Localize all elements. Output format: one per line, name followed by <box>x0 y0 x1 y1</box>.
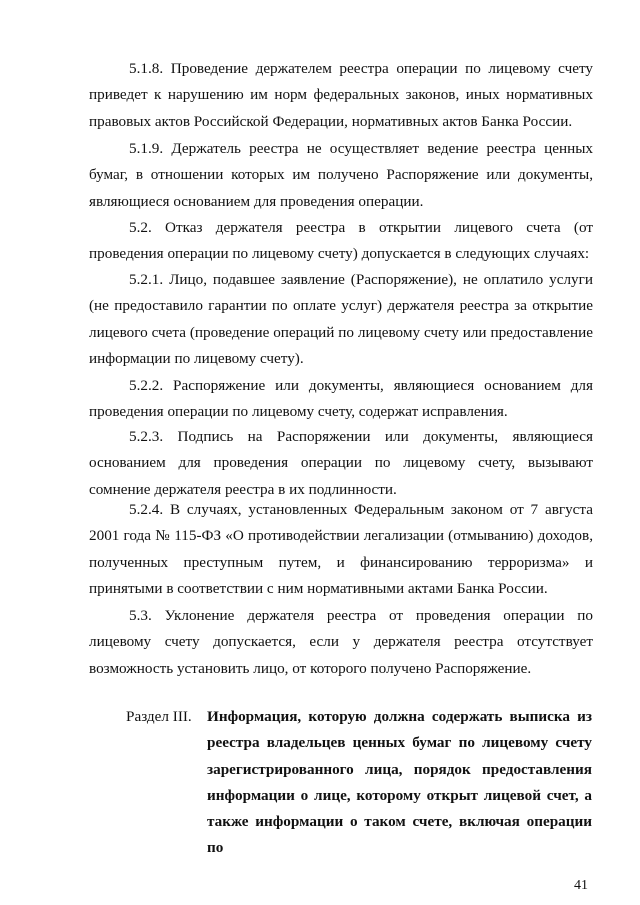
paragraph-5-2-1: 5.2.1. Лицо, подавшее заявление (Распоряжение), не оплатило услуги (не предоставило гарантии по оплате услуг) держателя реестра за открытие лицевого счета (проведение операций по лицевому счету или предоставление информации по лицевому счету). <box>89 271 593 367</box>
paragraph-5-1-9: 5.1.9. Держатель реестра не осуществляет ведение реестра ценных бумаг, в отношении которых им получено Распоряжение или документы, являющиеся основанием для проведения операции. <box>89 140 593 210</box>
paragraph-5-2: 5.2. Отказ держателя реестра в открытии лицевого счета (от проведения операции по лицевому счету) допускается в следующих случаях: <box>89 219 593 263</box>
paragraph-5-2-4: 5.2.4. В случаях, установленных Федеральным законом от 7 августа 2001 года № 115-ФЗ «О противодействии легализации (отмыванию) доходов, полученных преступным путем, и финансированию терроризма» и принятыми в соответствии с ним нормативными актами Банка России. <box>89 501 593 597</box>
paragraph-5-1-8: 5.1.8. Проведение держателем реестра операции по лицевому счету приведет к нарушению им норм федеральных законов, иных нормативных правовых актов Российской Федерации, нормативных актов Банка России. <box>89 60 593 130</box>
section-heading <box>126 704 592 862</box>
paragraph-5-2-3: 5.2.3. Подпись на Распоряжении или документы, являющиеся основанием для проведения операции по лицевому счету, вызывают сомнение держателя реестра в их подлинности. <box>89 428 593 498</box>
paragraph-5-2-2: 5.2.2. Распоряжение или документы, являющиеся основанием для проведения операции по лицевому счету, содержат исправления. <box>89 377 593 421</box>
section-title: Информация, которую должна содержать выписка из реестра владельцев ценных бумаг по лицевому счету зарегистрированного лица, порядок предоставления информации о лице, которому открыт лицевой счет, а также информации о таком счете, включая операции по <box>207 708 592 857</box>
page-number: 41 <box>574 878 588 893</box>
section-label: Раздел III. <box>126 708 192 725</box>
paragraph-5-3: 5.3. Уклонение держателя реестра от проведения операции по лицевому счету допускается, если у держателя реестра отсутствует возможность установить лицо, от которого получено Распоряжение. <box>89 607 593 677</box>
